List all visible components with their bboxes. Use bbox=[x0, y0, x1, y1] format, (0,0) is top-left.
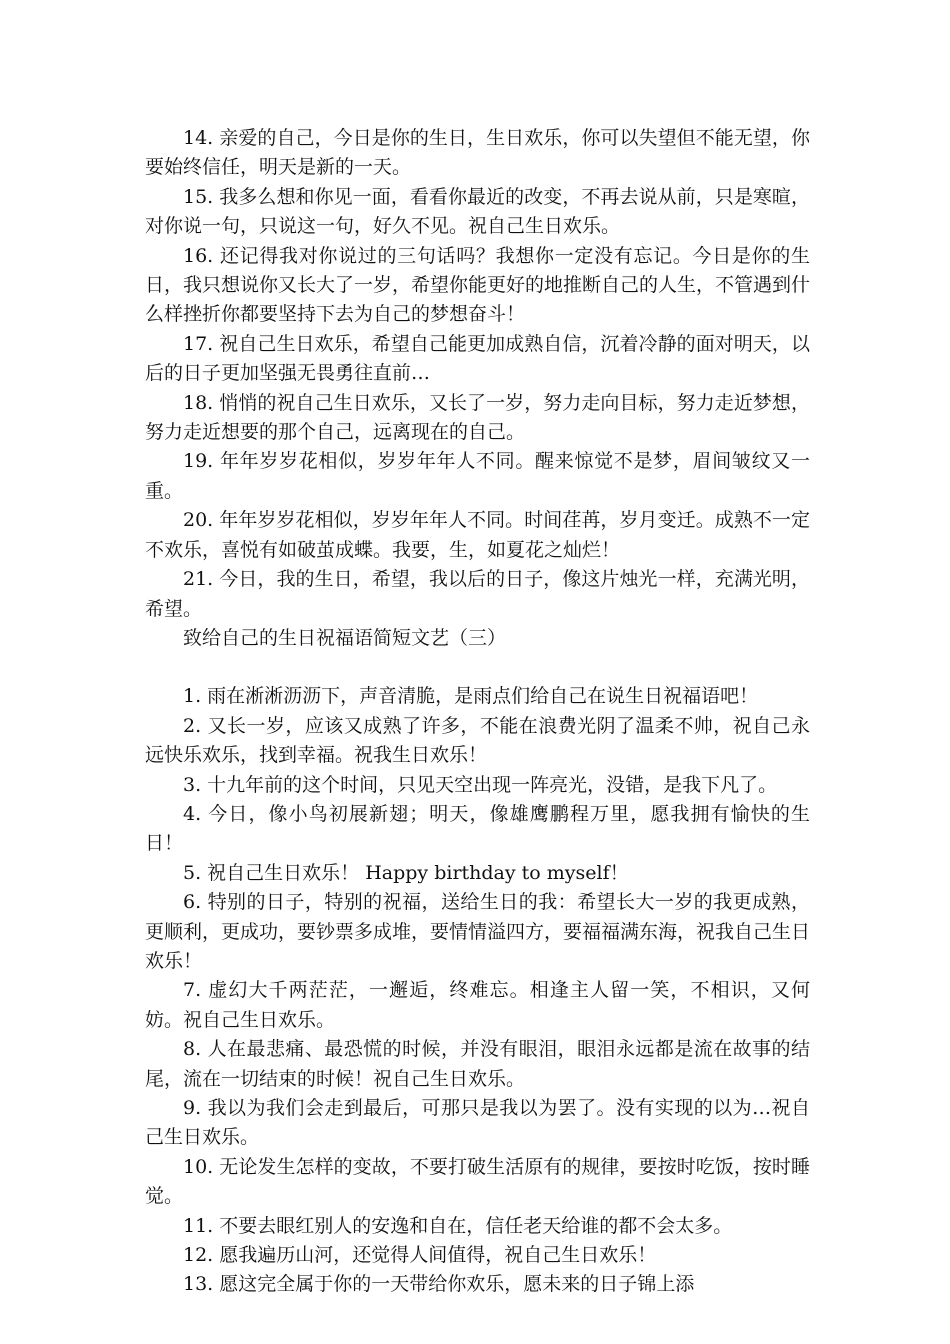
paragraph-7: 7. 虚幻大千两茫茫，一邂逅，终难忘。相逢主人留一笑，不相识，又何妨。祝自己生日欢乐。 bbox=[145, 979, 810, 1031]
section-heading: 致给自己的生日祝福语简短文艺（三） bbox=[183, 626, 507, 649]
paragraph-21: 21. 今日，我的生日，希望，我以后的日子，像这片烛光一样，充满光明，希望。 bbox=[145, 568, 810, 620]
paragraph-14: 14. 亲爱的自己，今日是你的生日，生日欢乐，你可以失望但不能无望，你要始终信任，明天是新的一天。 bbox=[145, 127, 810, 179]
paragraph-6: 6. 特别的日子，特别的祝福，送给生日的我：希望长大一岁的我更成熟，更顺利，更成功，要钞票多成堆，要情情溢四方，要福福满东海，祝我自己生日欢乐！ bbox=[145, 891, 811, 972]
paragraph-8: 8. 人在最悲痛、最恐慌的时候，并没有眼泪，眼泪永远都是流在故事的结尾，流在一切结束的时候！祝自己生日欢乐。 bbox=[145, 1038, 810, 1090]
paragraph-4: 4. 今日，像小鸟初展新翅；明天，像雄鹰鹏程万里，愿我拥有愉快的生日！ bbox=[145, 802, 810, 855]
paragraph-9: 9. 我以为我们会走到最后，可那只是我以为罢了。没有实现的以为…祝自己生日欢乐。 bbox=[145, 1097, 810, 1149]
paragraph-15: 15. 我多么想和你见一面，看看你最近的改变，不再去说从前，只是寒暄，对你说一句，只说这一句，好久不见。祝自己生日欢乐。 bbox=[145, 185, 810, 238]
paragraph-3: 3. 十九年前的这个时间，只见天空出现一阵亮光，没错，是我下凡了。 bbox=[183, 773, 778, 796]
paragraph-12: 12. 愿我遍历山河，还觉得人间值得，祝自己生日欢乐！ bbox=[183, 1244, 657, 1267]
paragraph-10: 10. 无论发生怎样的变故，不要打破生活原有的规律，要按时吃饭，按时睡觉。 bbox=[145, 1155, 810, 1208]
paragraph-20: 20. 年年岁岁花相似，岁岁年年人不同。时间荏苒，岁月变迁。成熟不一定不欢乐，喜悦有如破茧成蝶。我要，生，如夏花之灿烂！ bbox=[145, 509, 810, 561]
paragraph-17: 17. 祝自己生日欢乐，希望自己能更加成熟自信，沉着冷静的面对明天，以后的日子更加坚强无畏勇往直前… bbox=[145, 332, 810, 385]
paragraph-18: 18. 悄悄的祝自己生日欢乐，又长了一岁，努力走向目标，努力走近梦想，努力走近想要的那个自己，远离现在的自己。 bbox=[145, 391, 810, 444]
paragraph-13: 13. 愿这完全属于你的一天带给你欢乐，愿未来的日子锦上添 bbox=[183, 1273, 695, 1296]
paragraph-11: 11. 不要去眼红别人的安逸和自在，信任老天给谁的都不会太多。 bbox=[183, 1214, 733, 1237]
blank-line bbox=[145, 653, 810, 682]
paragraph-16: 16. 还记得我对你说过的三句话吗？我想你一定没有忘记。今日是你的生日，我只想说你又长大了一岁，希望你能更好的地推断自己的人生，不管遇到什么样挫折你都要坚持下去为自己的梦想奋斗！ bbox=[145, 244, 811, 326]
paragraph-1: 1. 雨在淅淅沥沥下，声音清脆，是雨点们给自己在说生日祝福语吧！ bbox=[183, 685, 759, 708]
document-page bbox=[145, 124, 810, 1300]
paragraph-5: 5. 祝自己生日欢乐！ Happy birthday to myself！ bbox=[183, 861, 629, 884]
paragraph-2: 2. 又长一岁，应该又成熟了许多，不能在浪费光阴了温柔不帅，祝自己永远快乐欢乐，找到幸福。祝我生日欢乐！ bbox=[145, 714, 810, 767]
paragraph-19: 19. 年年岁岁花相似，岁岁年年人不同。醒来惊觉不是梦，眉间皱纹又一重。 bbox=[145, 450, 810, 502]
